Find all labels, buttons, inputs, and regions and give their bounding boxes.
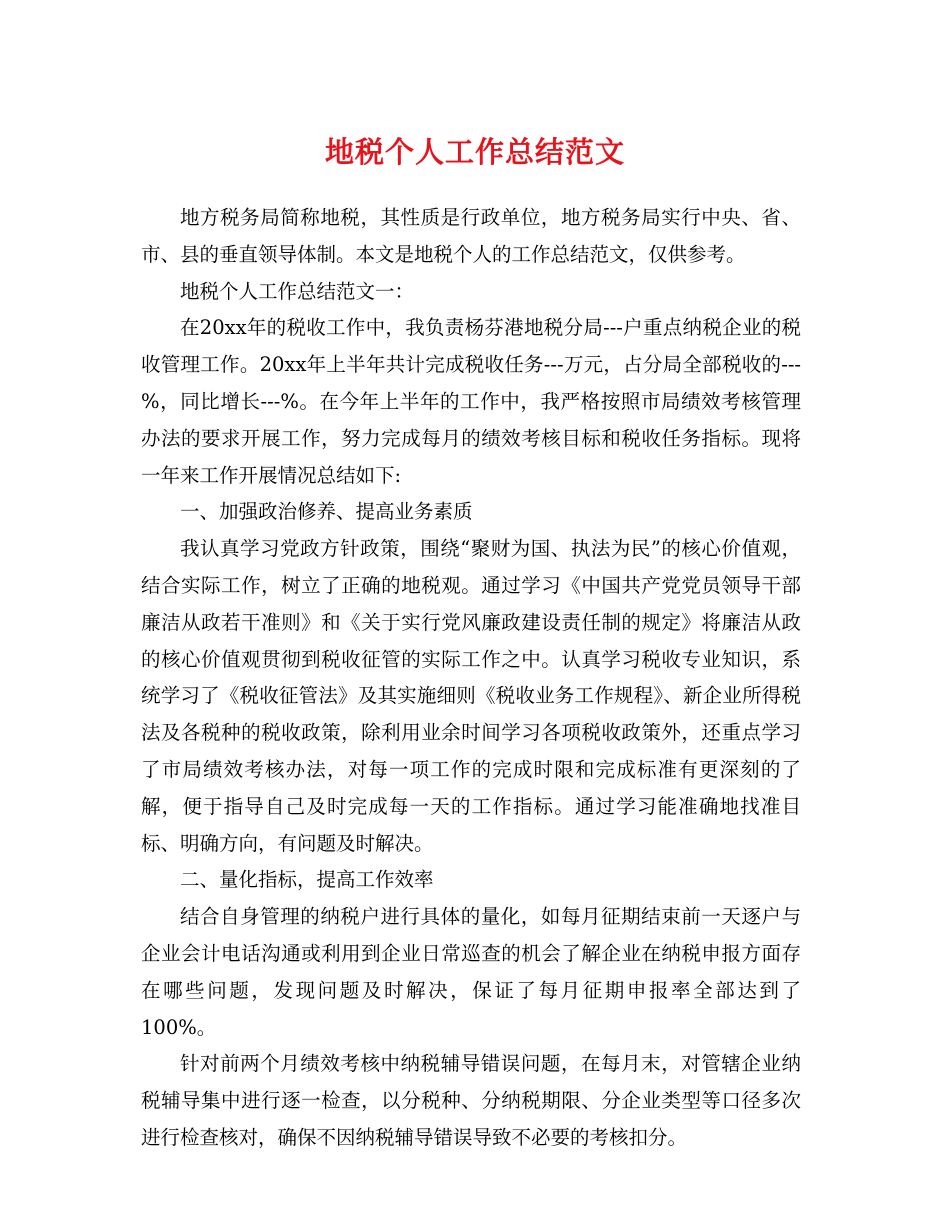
paragraph-sample-heading: 地税个人工作总结范文一：: [180, 279, 415, 303]
section-heading-2: 二、量化指标，提高工作效率: [180, 868, 434, 892]
paragraph-section-1: 我认真学习党政方针政策，围绕“聚财为国、执法为民”的核心价值观，结合实际工作，树立了正确的地税观。通过学习《中国共产党党员领导干部廉洁从政若干准则》和《关于实行党风廉政建设责任制的规定》将廉洁从政的核心价值观贯彻到税收征管的实际工作之中。认真学习税收专业知识，系统学习了《税收征管法》及其实施细则《税收业务工作规程》、新企业所得税法及各税种的税收政策，除利用业余时间学习各项税收政策外，还重点学习了市局绩效考核办法，对每一项工作的完成时限和完成标准有更深刻的了解，便于指导自己及时完成每一天的工作指标。通过学习能准确地找准目标、明确方向，有问题及时解决。: [141, 537, 801, 855]
section-heading-1: 一、加强政治修养、提高业务素质: [180, 500, 473, 524]
paragraph-overview: 在20xx年的税收工作中，我负责杨芬港地税分局---户重点纳税企业的税收管理工作。20xx年上半年共计完成税收任务---万元，占分局全部税收的---%，同比增长---%。在今年上半年的工作中，我严格按照市局绩效考核管理办法的要求开展工作，努力完成每月的绩效考核目标和税收任务指标。现将一年来工作开展情况总结如下:: [141, 316, 801, 487]
document-title: 地税个人工作总结范文: [324, 135, 625, 169]
paragraph-section-2a: 结合自身管理的纳税户进行具体的量化，如每月征期结束前一天逐户与企业会计电话沟通或利用到企业日常巡查的机会了解企业在纳税申报方面存在哪些问题，发现问题及时解决，保证了每月征期申报率全部达到了100%。: [141, 905, 801, 1039]
paragraph-section-2b: 针对前两个月绩效考核中纳税辅导错误问题，在每月末，对管辖企业纳税辅导集中进行逐一检查，以分税种、分纳税期限、分企业类型等口径多次进行检查核对，确保不因纳税辅导错误导致不必要的考核扣分。: [141, 1052, 801, 1149]
paragraph-intro: 地方税务局简称地税，其性质是行政单位，地方税务局实行中央、省、市、县的垂直领导体制。本文是地税个人的工作总结范文，仅供参考。: [141, 206, 801, 266]
document-body: [141, 200, 801, 1157]
